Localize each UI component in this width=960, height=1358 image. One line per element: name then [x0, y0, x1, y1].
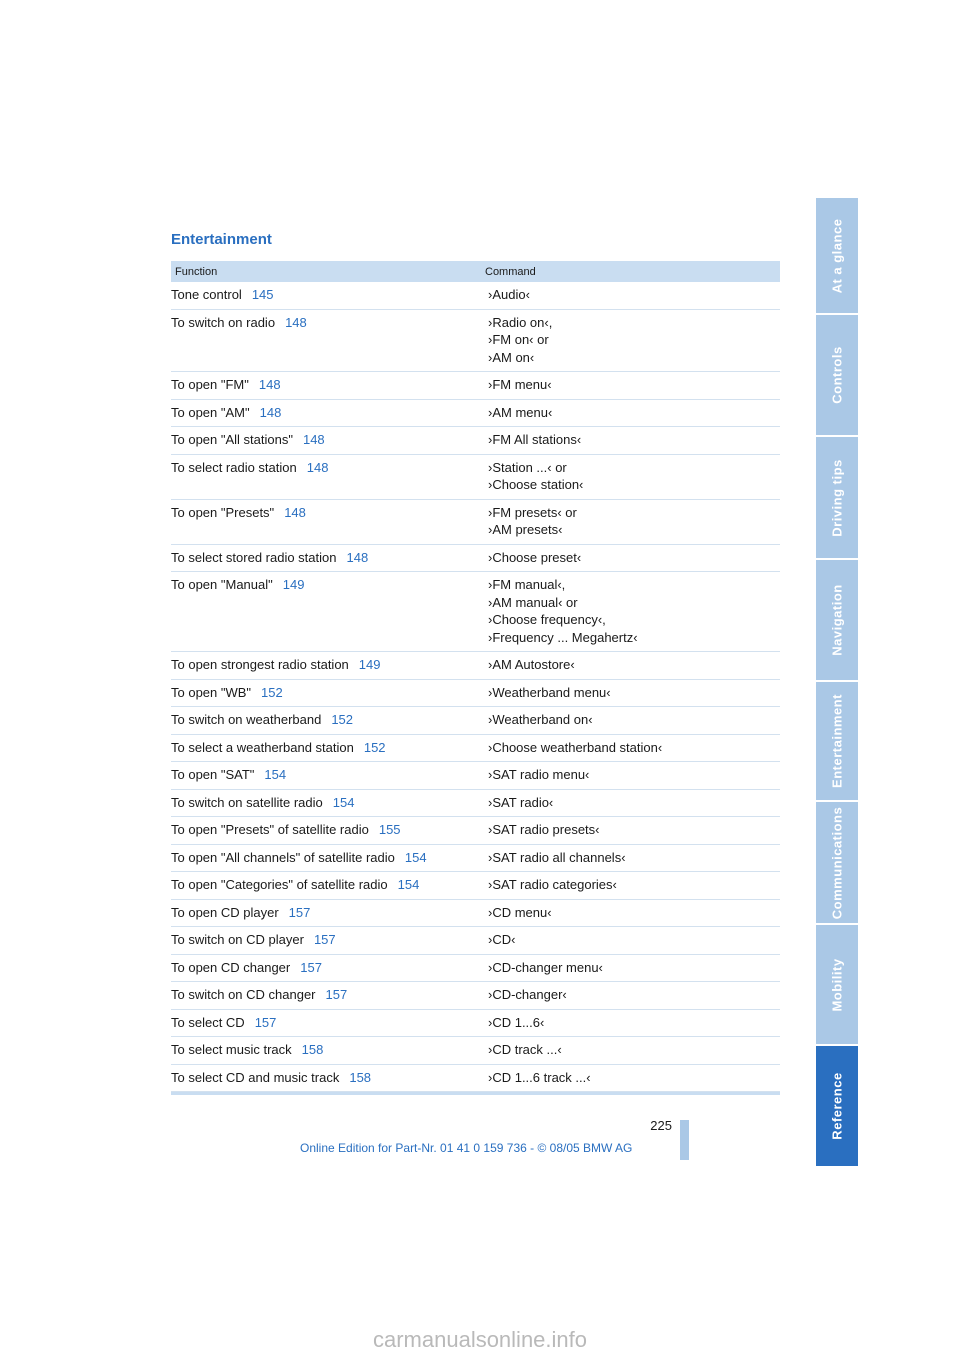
table-row [171, 790, 780, 818]
command-line: ›Station ...‹ or [488, 459, 567, 475]
function-cell [171, 821, 488, 839]
page-number-bar [680, 1120, 689, 1160]
command-table [171, 261, 780, 1095]
function-cell [171, 904, 488, 922]
function-text: To open CD player [171, 904, 279, 920]
table-row [171, 680, 780, 708]
function-text: To switch on CD player [171, 932, 304, 947]
page-reference-link[interactable]: 155 [378, 822, 401, 837]
function-text: To open strongest radio station [171, 657, 349, 672]
command-line: ›FM manual‹, [488, 577, 566, 592]
command-line: ›CD-changer menu‹ [488, 959, 603, 975]
function-cell [171, 1014, 488, 1032]
function-text: To select music track [171, 1042, 292, 1057]
side-tab-label: Communications [829, 806, 845, 919]
command-cell [488, 656, 780, 674]
function-cell [171, 549, 488, 567]
command-cell [488, 849, 780, 867]
function-cell [171, 876, 488, 894]
function-cell [171, 931, 488, 949]
table-header [171, 261, 780, 282]
side-tab-label: At a glance [829, 218, 845, 293]
command-cell [488, 549, 780, 567]
page-reference-link[interactable]: 148 [302, 432, 325, 447]
command-line: ›Choose preset‹ [488, 549, 582, 565]
function-text: To open "All stations" [171, 432, 293, 447]
command-line: ›AM Autostore‹ [488, 657, 575, 672]
table-row [171, 762, 780, 790]
function-cell [171, 504, 488, 539]
command-line: ›Choose weatherband station‹ [488, 739, 663, 755]
side-tab-label: Entertainment [829, 694, 845, 788]
command-cell [488, 459, 780, 494]
command-line: ›FM presets‹ or [488, 504, 577, 520]
table-row [171, 817, 780, 845]
side-tab-label: Navigation [829, 584, 845, 656]
table-row [171, 955, 780, 983]
page-reference-link[interactable]: 154 [264, 767, 287, 782]
function-text: To open "AM" [171, 404, 250, 420]
function-text: To open "SAT" [171, 767, 255, 782]
table-row [171, 707, 780, 735]
table-row [171, 282, 780, 310]
function-cell [171, 711, 488, 729]
page-reference-link[interactable]: 145 [251, 287, 274, 302]
command-line: ›Choose frequency‹, [488, 612, 606, 627]
command-cell [488, 904, 780, 922]
command-cell [488, 986, 780, 1004]
page-reference-link[interactable]: 158 [349, 1069, 372, 1085]
section-title: Entertainment [171, 231, 272, 248]
page-reference-link[interactable]: 157 [325, 987, 348, 1002]
function-text: To switch on satellite radio [171, 794, 323, 810]
page-reference-link[interactable]: 157 [254, 1014, 277, 1030]
function-text: To open "Manual" [171, 577, 273, 592]
command-line: ›CD 1...6‹ [488, 1014, 545, 1030]
function-cell [171, 656, 488, 674]
table-row [171, 1010, 780, 1038]
command-line: ›Weatherband menu‹ [488, 684, 611, 700]
table-row [171, 310, 780, 373]
command-line: ›AM presets‹ [488, 522, 563, 537]
command-cell [488, 711, 780, 729]
page-reference-link[interactable]: 149 [358, 657, 381, 672]
command-cell [488, 286, 780, 304]
function-cell [171, 286, 488, 304]
command-cell [488, 959, 780, 977]
side-tab-driving-tips[interactable] [816, 437, 858, 560]
command-line: ›FM on‹ or [488, 332, 549, 347]
side-tab-at-a-glance[interactable] [816, 198, 858, 315]
command-cell [488, 314, 780, 367]
command-cell [488, 1069, 780, 1087]
side-tab-controls[interactable] [816, 315, 858, 437]
column-header-function: Function [175, 265, 218, 278]
table-row [171, 927, 780, 955]
command-line: ›AM menu‹ [488, 404, 553, 420]
command-line: ›CD 1...6 track ...‹ [488, 1069, 591, 1085]
command-line: ›SAT radio all channels‹ [488, 849, 626, 865]
side-tab-label: Driving tips [829, 458, 845, 537]
page-reference-link[interactable]: 154 [397, 877, 420, 892]
table-row [171, 545, 780, 573]
command-line: ›FM menu‹ [488, 377, 552, 392]
side-tab-mobility[interactable] [816, 925, 858, 1046]
side-tab-index [816, 198, 858, 1168]
page-reference-link[interactable]: 148 [285, 314, 307, 330]
side-tab-entertainment[interactable] [816, 682, 858, 802]
command-line: ›SAT radio menu‹ [488, 767, 590, 782]
page-reference-link[interactable]: 148 [259, 404, 282, 420]
table-row [171, 572, 780, 652]
watermark: carmanualsonline.info [372, 1327, 588, 1352]
function-text: To open "FM" [171, 377, 249, 392]
page-reference-link[interactable]: 152 [331, 712, 354, 727]
function-text: To switch on weatherband [171, 712, 322, 727]
command-cell [488, 576, 780, 646]
table-row [171, 845, 780, 873]
page-reference-link[interactable]: 157 [313, 932, 336, 947]
table-row [171, 1065, 780, 1093]
command-line: ›CD track ...‹ [488, 1042, 562, 1057]
function-cell [171, 1041, 488, 1059]
function-cell [171, 739, 488, 757]
command-cell [488, 1014, 780, 1032]
command-cell [488, 739, 780, 757]
page-reference-link[interactable]: 157 [300, 959, 322, 975]
page-reference-link[interactable]: 148 [284, 504, 306, 520]
function-text: To select radio station [171, 459, 297, 475]
table-row [171, 400, 780, 428]
side-tab-reference[interactable] [816, 1046, 858, 1168]
command-cell [488, 931, 780, 949]
function-text: To select CD and music track [171, 1069, 340, 1085]
function-text: To open "Presets" [171, 504, 275, 520]
command-cell [488, 504, 780, 539]
function-cell [171, 794, 488, 812]
table-end-rule [171, 1092, 780, 1095]
function-cell [171, 986, 488, 1004]
page-reference-link[interactable]: 148 [346, 549, 369, 565]
command-line: ›Radio on‹, [488, 314, 553, 330]
function-cell [171, 766, 488, 784]
command-cell [488, 684, 780, 702]
side-tab-communications[interactable] [816, 802, 858, 925]
table-row [171, 982, 780, 1010]
command-cell [488, 431, 780, 449]
page-reference-link[interactable]: 149 [282, 577, 305, 592]
table-row [171, 500, 780, 545]
page-reference-link[interactable]: 157 [288, 904, 311, 920]
command-line: ›SAT radio presets‹ [488, 822, 600, 837]
function-cell [171, 459, 488, 494]
command-line: ›Frequency ... Megahertz‹ [488, 629, 638, 645]
function-text: To switch on radio [171, 314, 276, 330]
function-cell [171, 684, 488, 702]
column-header-command: Command [485, 265, 536, 278]
table-row [171, 735, 780, 763]
table-row [171, 455, 780, 500]
function-cell [171, 1069, 488, 1087]
function-cell [171, 404, 488, 422]
command-cell [488, 794, 780, 812]
function-text: To open "Presets" of satellite radio [171, 822, 369, 837]
function-text: To select stored radio station [171, 549, 337, 565]
function-text: To open "Categories" of satellite radio [171, 877, 388, 892]
command-line: ›FM All stations‹ [488, 432, 582, 447]
side-tab-label: Reference [829, 1072, 845, 1140]
command-line: ›Choose station‹ [488, 477, 584, 492]
page-reference-link[interactable]: 152 [261, 684, 283, 700]
command-cell [488, 766, 780, 784]
command-cell [488, 1041, 780, 1059]
function-text: To open "All channels" of satellite radio [171, 849, 395, 865]
table-row [171, 652, 780, 680]
page-reference-link[interactable]: 152 [363, 739, 386, 755]
command-line: ›Audio‹ [488, 287, 530, 302]
function-text: To select a weatherband station [171, 739, 354, 755]
page-reference-link[interactable]: 148 [306, 459, 329, 475]
command-line: ›AM on‹ [488, 349, 535, 365]
page-reference-link[interactable]: 154 [404, 849, 427, 865]
function-cell [171, 959, 488, 977]
side-tab-label: Controls [829, 346, 845, 404]
page-reference-link[interactable]: 158 [301, 1042, 324, 1057]
command-line: ›SAT radio‹ [488, 794, 554, 810]
command-line: ›CD menu‹ [488, 904, 552, 920]
table-row [171, 1037, 780, 1065]
command-line: ›Weatherband on‹ [488, 712, 593, 727]
table-row [171, 372, 780, 400]
command-cell [488, 404, 780, 422]
command-cell [488, 876, 780, 894]
function-text: Tone control [171, 287, 242, 302]
function-cell [171, 376, 488, 394]
side-tab-navigation[interactable] [816, 560, 858, 682]
function-cell [171, 849, 488, 867]
function-text: To open CD changer [171, 959, 291, 975]
function-cell [171, 431, 488, 449]
side-tab-label: Mobility [829, 957, 845, 1012]
table-row [171, 900, 780, 928]
command-cell [488, 376, 780, 394]
page-reference-link[interactable]: 154 [332, 794, 355, 810]
footer-text: Online Edition for Part-Nr. 01 41 0 159 736 - © 08/05 BMW AG [300, 1141, 633, 1155]
table-row [171, 427, 780, 455]
command-line: ›SAT radio categories‹ [488, 877, 617, 892]
function-text: To select CD [171, 1014, 245, 1030]
table-body [171, 282, 780, 1092]
function-cell [171, 576, 488, 646]
function-cell [171, 314, 488, 367]
command-line: ›CD‹ [488, 932, 516, 947]
page-number: 225 [650, 1118, 672, 1133]
function-text: To switch on CD changer [171, 987, 316, 1002]
command-line: ›AM manual‹ or [488, 594, 578, 610]
function-text: To open "WB" [171, 684, 252, 700]
command-cell [488, 821, 780, 839]
table-row [171, 872, 780, 900]
command-line: ›CD-changer‹ [488, 987, 567, 1002]
page-reference-link[interactable]: 148 [258, 377, 281, 392]
